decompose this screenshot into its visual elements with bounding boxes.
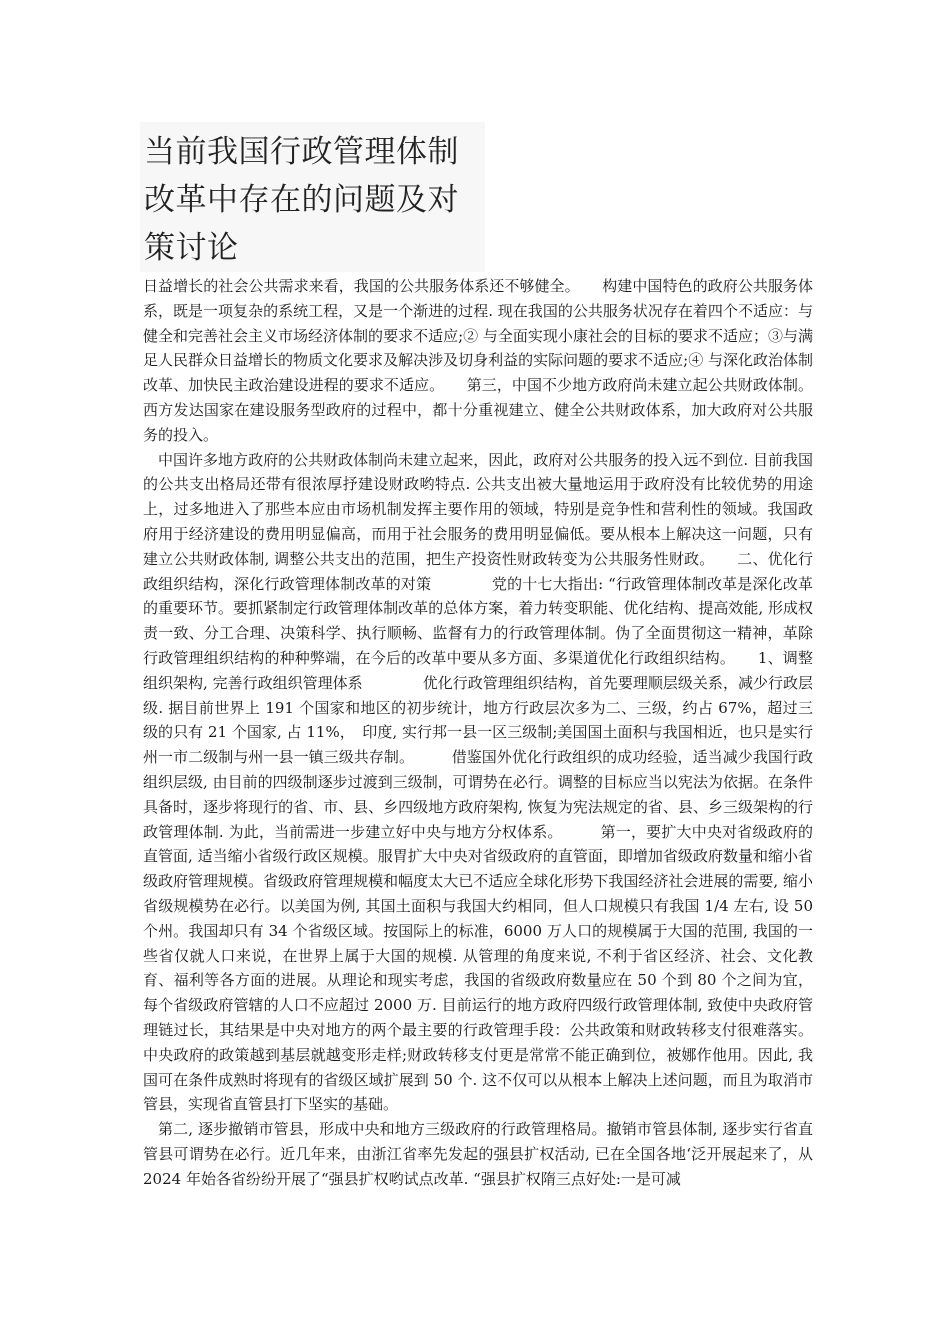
paragraph-1: 日益增长的社会公共需求来看，我国的公共服务体系还不够健全。 构建中国特色的政府公共服务体系，既是一项复杂的系统工程，又是一个渐进的过程. 现在我国的公共服务状况存在着四个不适应：与健全和完善社会主义市场经济体制的要求不适应;② 与全面实现小康社会的目标的要求不适应；③与满足人民群众日益增长的物质文化要求及解决涉及切身利益的实际问题的要求不适应;④ 与深化政治体制改革、加快民主政治建设进程的要求不适应。 第三，中国不少地方政府尚未建立起公共财政体制。西方发达国家在建设服务型政府的过程中，都十分重视建立、健全公共财政体系，加大政府对公共服务的投入。 [143, 277, 813, 444]
paragraph-2: 中国许多地方政府的公共财政体制尚未建立起来，因此，政府对公共服务的投入远不到位. 目前我国的公共支出格局还带有很浓厚抒建设财政哟特点. 公共支出被大量地运用于政府没有比较优势的用途上，过多地进入了那些本应由市场机制发挥主要作用的领域，特别是竞争性和营利性的领域。我国政府用于经济建设的费用明显偏高，而用于社会服务的费用明显偏低。要从根本上解决这一问题，只有建立公共财政体制, 调整公共支出的范围，把生产投资性财政转变为公共服务性财政。 二、优化行政组织结构，深化行政管理体制改革的对策 党的十七大指出: “行政管理体制改革是深化改革的重要环节。要抓紧制定行政管理体制改革的总体方案，着力转变职能、优化结构、提高效能, 形成权责一致、分工合理、决策科学、执行顺畅、监督有力的行政管理体制。伪了全面贯彻这一精神，革除行政管理组织结构的种种弊端，在今后的改革中要从多方面、多渠道优化行政组织结构。 1、调整组织架构, 完善行政组织管理体系 优化行政管理组织结构，首先要理顺层级关系，减少行政层级. 据目前世界上 191 个国家和地区的初步统计，地方行政层次多为二、三级，约占 67%，超过三级的只有 21 个国家, 占 11%， 印度, 实行邦一县一区三级制;美国国土面积与我国相近，也只是实行州一市二级制与州一县一镇三级共存制。 借鉴国外优化行政组织的成功经验，适当减少我国行政组织层级, 由目前的四级制逐步过渡到三级制，可谓势在必行。调整的目标应当以宪法为依据。在条件具备时，逐步将现行的省、市、县、乡四级地方政府架构, 恢复为宪法规定的省、县、乡三级架构的行政管理体制. 为此，当前需进一步建立好中央与地方分权体系。 第一，要扩大中央对省级政府的直管面, 适当缩小省级行政区规模。服胃扩大中央对省级政府的直管面，即增加省级政府数量和缩小省级政府管理规模。省级政府管理规模和幅度太大已不适应全球化形势下我国经济社会进展的需要, 缩小省级规模势在必行。以美国为例, 其国土面积与我国大约相同，但人口规模只有我国 1/4 左右, 设 50 个州。我国却只有 34 个省级区域。按国际上的标准，6000 万人口的规模属于大国的范围, 我国的一些省仅就人口来说，在世界上属于大国的规模. 从管理的角度来说, 不利于省区经济、社会、文化教育、福利等各方面的进展。从理论和现实考虑，我国的省级政府数量应在 50 个到 80 个之间为宜，每个省级政府管辖的人口不应超过 2000 万. 目前运行的地方政府四级行政管理体制, 致使中央政府管理链过长，其结果是中央对地方的两个最主要的行政管理手段：公共政策和财政转移支付很难落实。中央政府的政策越到基层就越变形走样;财政转移支付更是常常不能正确到位，被娜作他用。因此, 我国可在条件成熟时将现有的省级区域扩展到 50 个. 这不仅可以从根本上解决上述问题，而且为取消市管县，实现省直管县打下坚实的基础。 [143, 450, 813, 1114]
title-block [140, 122, 485, 272]
paragraph-3: 第二, 逐步撤销市管县，形成中央和地方三级政府的行政管理格局。撤销市管县体制, 逐步实行省直管县可谓势在必行。近几年来，由浙江省率先发起的强县扩权活动, 已在全国各地‘泛开展起来了，从 2024 年始各省纷纷开展了“强县扩权哟试点改革. “强县扩权隋三点好处:一是可减 [143, 1120, 813, 1188]
document-title: 当前我国行政管理体制改革中存在的问题及对策讨论 [144, 134, 459, 266]
document-body [143, 274, 813, 1191]
